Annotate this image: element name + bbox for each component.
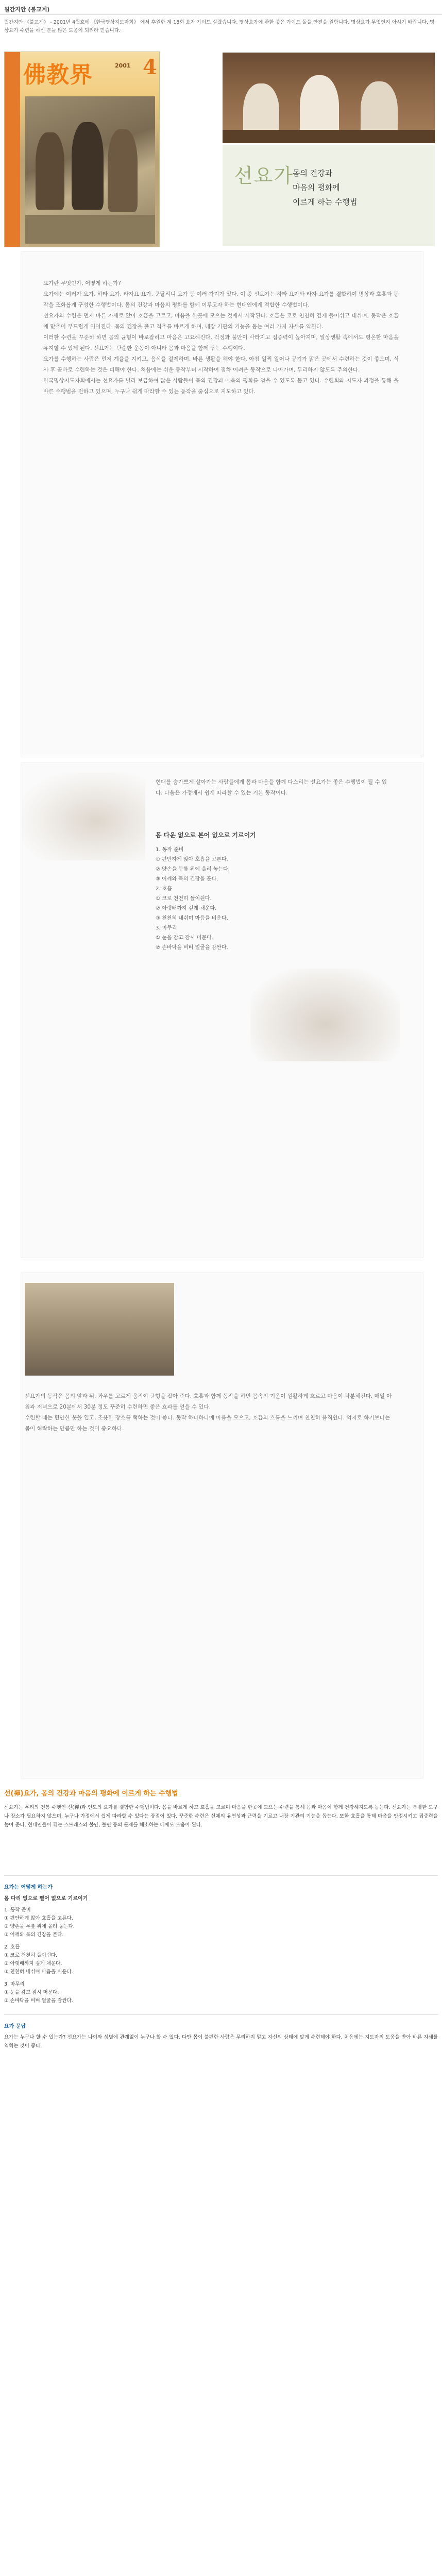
- article-page-2-intro: 현대를 숨가쁘게 살아가는 사람들에게 몸과 마음을 함께 다스리는 선요가는 좋은 수행법이 될 수 있다. 다음은 가정에서 쉽게 따라할 수 있는 기본 동작이다.: [156, 779, 387, 796]
- exercise-line: ② 아랫배까지 깊게 채운다.: [156, 906, 217, 911]
- cover-year: 2001: [115, 62, 131, 69]
- header-divider: [0, 14, 442, 15]
- section-body: 선요가는 우리의 전통 수행인 선(禪)과 인도의 요가를 결합한 수행법이다. 몸을 바르게 하고 호흡을 고르며 마음을 한곳에 모으는 수련을 통해 몸과 마음이 함께 건강해지도록 돕는다. 선요가는 특별한 도구나 장소가 필요하지 않으며, 누구나 가정에서 쉽게 따라할 수 있다는 장점이 있다. 꾸준한 수련은 신체의 유연성과 근력을 기르고 내장 기관의 기능을 돕는다. 또한 호흡을 통해 마음을 안정시키고 집중력을 높여 준다. 현대인들이 겪는 스트레스와 불안, 불면 등의 문제를 해소하는 데에도 도움이 된다.: [4, 1805, 438, 1828]
- closing-body: 요가는 누구나 할 수 있는가? 선요가는 나이와 성별에 관계없이 누구나 할 수 있다. 다만 몸이 불편한 사람은 무리하지 말고 자신의 상태에 맞게 수련해야 한다. 처음에는 지도자의 도움을 받아 바른 자세를 익히는 것이 좋다.: [4, 2035, 438, 2049]
- list-item: ① 눈을 감고 잠시 머문다.: [4, 1990, 59, 1995]
- list-item: 3. 마무리: [4, 1981, 25, 1987]
- article-title: 선요가: [234, 164, 294, 187]
- list-item: ② 손바닥을 비벼 얼굴을 감싼다.: [4, 1998, 73, 2004]
- cover-side-band: [5, 52, 20, 247]
- intro-text: 월간지안 《불교계》 - 2001년 4월호에 《한국명상지도자회》 에서 후원한 제 18회 요가 가이드 실렸습니다. 명상요가에 관한 좋은 가이드 돌을 안전을 원합니다. 명상요가 무엇인지 아시기 바랍니다. 명상요가 수련을 하신 분들 많은 도움이 되리라 믿습니다.: [4, 20, 435, 33]
- exercise-line: ③ 천천히 내쉬며 마음을 비운다.: [156, 916, 228, 921]
- exercise-line: ① 편안하게 앉아 호흡을 고른다.: [156, 857, 228, 862]
- exercise-line: ① 눈을 감고 잠시 머문다.: [156, 935, 213, 941]
- meditation-pose-photo: [22, 773, 145, 860]
- section-divider: [4, 2014, 438, 2015]
- exercise-box-title: 몸 다운 없으로 본어 없으로 기르이기: [156, 832, 256, 839]
- article-page-3-text: 선요가의 동작은 몸의 앞과 뒤, 좌우를 고르게 움직여 균형을 잡아 준다. 호흡과 함께 동작을 하면 몸속의 기운이 원활하게 흐르고 마음이 차분해진다. 매일 아침과 저녁으로 20분에서 30분 정도 꾸준히 수련하면 좋은 효과를 얻을 수 있다. 수련할 때는 편안한 옷을 입고, 조용한 장소를 택하는 것이 좋다. 동작 하나하나에 마음을 모으고, 호흡의 흐름을 느끼며 천천히 움직인다. 억지로 하기보다는 몸이 허락하는 만큼만 하는 것이 중요하다.: [25, 1393, 392, 1432]
- exercise-line: ② 손바닥을 비벼 얼굴을 감싼다.: [156, 945, 228, 951]
- list-item: ② 양손을 무릎 위에 올려 놓는다.: [4, 1924, 75, 1929]
- list-item: ① 편안하게 앉아 호흡을 고른다.: [4, 1916, 73, 1921]
- cover-masthead: 佛教界: [23, 62, 93, 88]
- exercise-line: 1. 동작 준비: [156, 847, 184, 853]
- magazine-cover: [4, 52, 160, 247]
- subsection-title: 요가는 어떻게 하는가: [4, 1885, 53, 1890]
- exercise-box-list: [156, 845, 310, 953]
- section-divider: [4, 1875, 438, 1876]
- list-item: ③ 어깨와 목의 긴장을 푼다.: [4, 1932, 64, 1938]
- group-meditation-photo: [223, 53, 435, 143]
- exercise-line: ① 코로 천천히 들이쉰다.: [156, 896, 212, 902]
- exercise-line: ③ 어깨와 목의 긴장을 푼다.: [156, 876, 218, 882]
- exercise-line: 2. 호흡: [156, 886, 173, 892]
- list-item: ① 코로 천천히 들이쉰다.: [4, 1953, 58, 1958]
- yoga-pose-photo: [250, 969, 400, 1061]
- cover-month: 4: [143, 55, 157, 79]
- list-item: 1. 동작 준비: [4, 1907, 31, 1913]
- closing-title: 요가 문답: [4, 2024, 26, 2029]
- article-subtitle: 몸의 건강과 마음의 평화에 이르게 하는 수행법: [293, 168, 358, 207]
- cover-photo: [25, 96, 155, 244]
- exercise-line: ② 양손을 무릎 위에 올려 놓는다.: [156, 867, 230, 872]
- list-item: ③ 천천히 내쉬며 마음을 비운다.: [4, 1969, 73, 1975]
- page-header-title: 월간지안 (불교계): [4, 6, 50, 13]
- section-title: 선(禪)요가, 몸의 건강과 마음의 평화에 이르게 하는 수행법: [4, 1790, 178, 1798]
- article-page-1-text: 요가란 무엇인가, 어떻게 하는가? 요가에는 여러가 요가, 하타 요가, 라자요 요가, 쿤달리니 요가 등 여러 가지가 있다. 이 중 선요가는 하타 요가와 라자 요가를 결합하여 명상과 호흡과 동작을 조화롭게 구성한 수행법이다. 몸의 건강과 마음의 평화를 함께 이루고자 하는 현대인에게 적합한 수행법이다. 선요가의 수련은 먼저 바른 자세로 앉아 호흡을 고르고, 마음을 한곳에 모으는 것에서 시작된다. 호흡은 코로 천천히 깊게 들이쉬고 내쉬며, 동작은 호흡에 맞추어 부드럽게 이어진다. 몸의 긴장을 풀고 척추를 바르게 하며, 내장 기관의 기능을 돕는 여러 가지 자세를 익힌다. 이러한 수련을 꾸준히 하면 몸의 균형이 바로잡히고 마음은 고요해진다. 걱정과 불안이 사라지고 집중력이 높아지며, 일상생활 속에서도 평온한 마음을 유지할 수 있게 된다. 선요가는 단순한 운동이 아니라 몸과 마음을 함께 닦는 수행이다. 요가를 수행하는 사람은 먼저 계율을 지키고, 음식을 절제하며, 바른 생활을 해야 한다. 아침 일찍 일어나 공기가 맑은 곳에서 수련하는 것이 좋으며, 식사 후 곧바로 수련하는 것은 피해야 한다. 처음에는 쉬운 동작부터 시작하여 점차 어려운 동작으로 나아가며, 무리하지 않도록 주의한다. 한국명상지도자회에서는 선요가를 널리 보급하여 많은 사람들이 몸의 건강과 마음의 평화를 얻을 수 있도록 돕고 있다. 수련회와 지도자 과정을 통해 올바른 수행법을 전하고 있으며, 누구나 쉽게 따라할 수 있는 동작을 중심으로 지도하고 있다.: [43, 280, 399, 395]
- list-header: 몸 다리 없으로 펼어 없으로 기르이기: [4, 1896, 88, 1902]
- list-item: ② 아랫배까지 깊게 채운다.: [4, 1961, 62, 1967]
- group-outdoor-photo: [25, 1283, 174, 1376]
- exercise-line: 3. 마무리: [156, 925, 177, 931]
- list-item: 2. 호흡: [4, 1944, 20, 1950]
